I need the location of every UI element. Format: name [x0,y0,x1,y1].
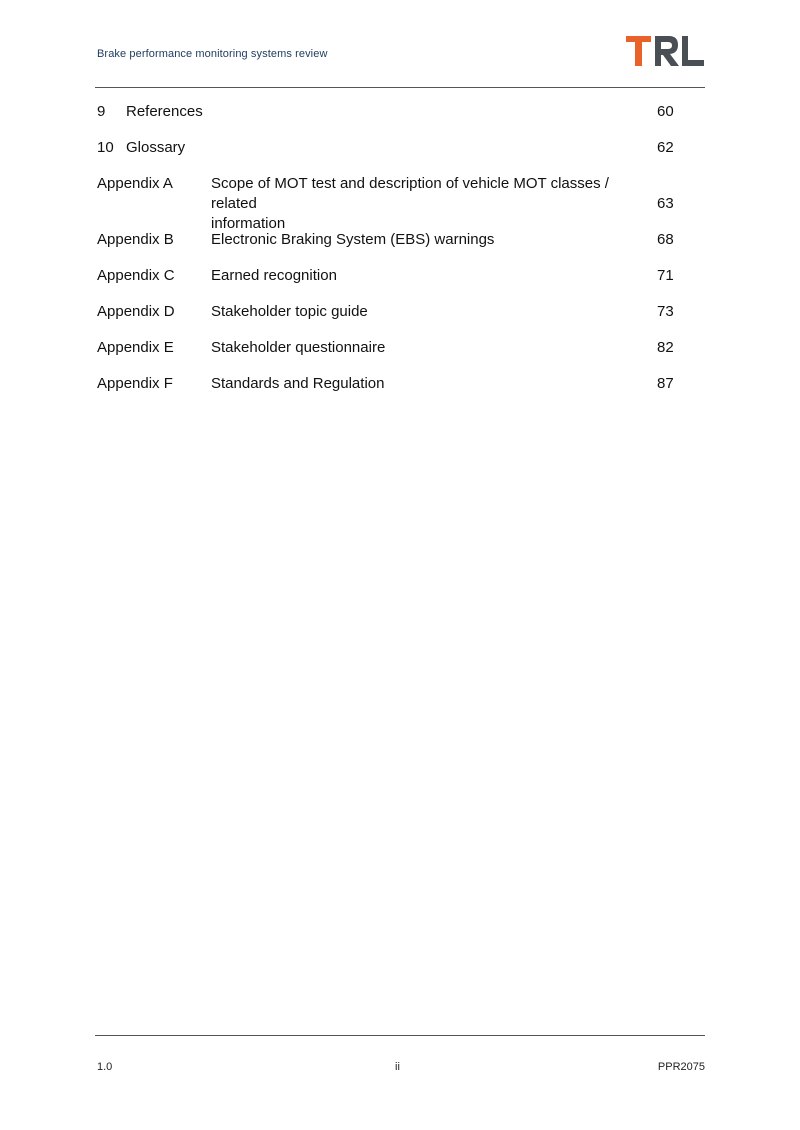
toc-entry-page: 73 [657,303,674,320]
toc-entry-title: Glossary [126,139,186,156]
toc-appendix-label: Appendix C [97,267,175,284]
toc-entry-page: 71 [657,267,674,284]
toc-entry-title-line2: information [211,215,286,232]
toc-entry-title: Earned recognition [211,267,337,284]
toc-entry-title: Electronic Braking System (EBS) warnings [211,231,495,248]
toc-entry-page: 63 [657,195,674,212]
toc-entry-page: 62 [657,139,674,156]
toc-entry-page: 60 [657,103,674,120]
toc-entry-page: 68 [657,231,674,248]
footer-report-id: PPR2075 [657,1061,705,1073]
toc-entry-title: References [126,103,203,120]
toc-entry-page: 82 [657,339,674,356]
document-title: Brake performance monitoring systems review [97,48,328,60]
footer-divider [95,1035,705,1036]
toc-entry-number: 10 [97,139,114,156]
toc-entry-title: Stakeholder questionnaire [211,339,386,356]
toc-entry-title [211,174,656,234]
footer-version: 1.0 [97,1061,113,1073]
toc-entry-title: Stakeholder topic guide [211,303,368,320]
toc-entry-number: 9 [97,103,106,120]
toc-entry-title: Standards and Regulation [211,375,385,392]
toc-entry-page: 87 [657,375,674,392]
header-divider [95,87,705,88]
toc-entry-title-line1: Scope of MOT test and description of vehicle MOT classes / related [211,175,609,212]
toc-appendix-label: Appendix F [97,375,173,392]
footer-page-number: ii [395,1061,400,1073]
toc-appendix-label: Appendix B [97,231,174,248]
trl-logo [625,35,705,67]
toc-appendix-label: Appendix D [97,303,175,320]
toc-appendix-label: Appendix A [97,175,173,192]
toc-appendix-label: Appendix E [97,339,174,356]
